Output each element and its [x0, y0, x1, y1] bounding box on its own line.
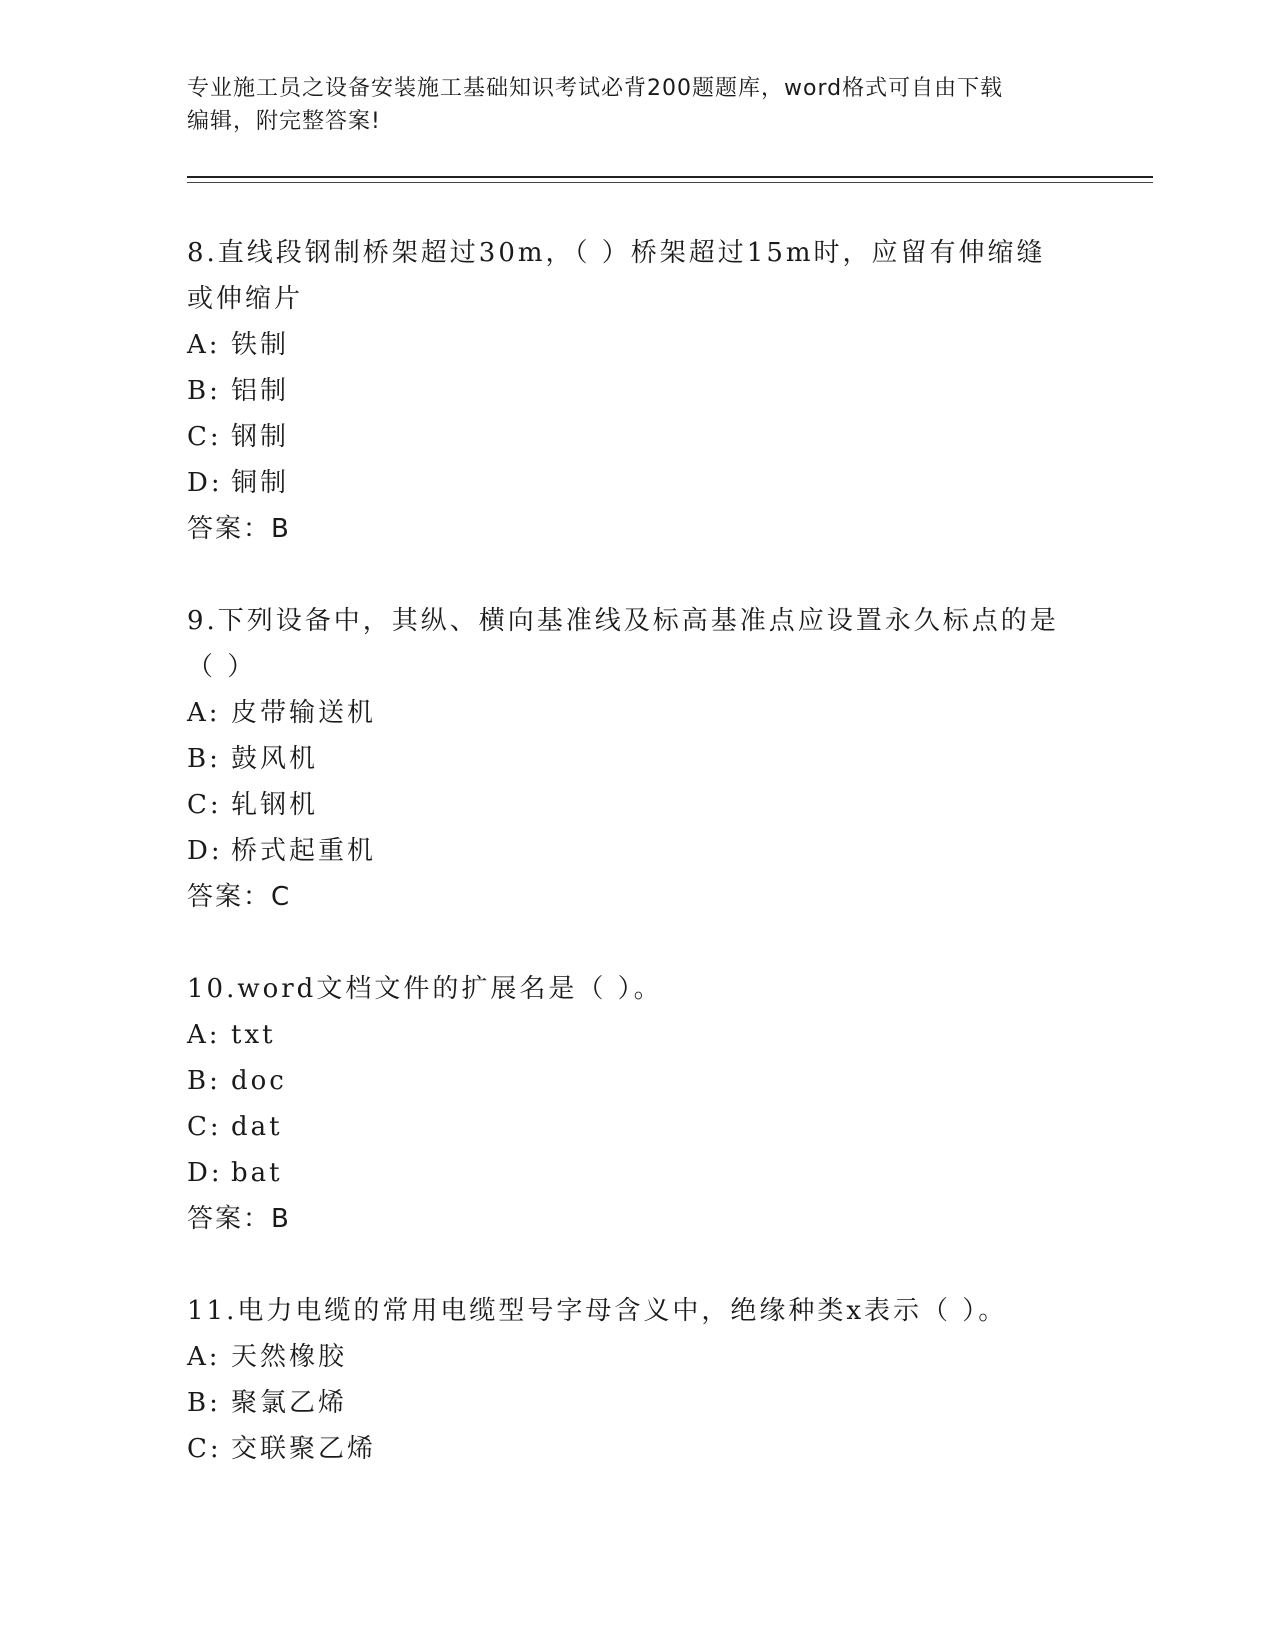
option-label: B: [187, 1388, 221, 1418]
option-text: 轧钢机 [231, 790, 319, 820]
option-text: 铁制 [231, 330, 290, 360]
header-divider-thin [187, 182, 1153, 183]
option-a [187, 322, 1067, 368]
option-text: 天然橡胶 [231, 1342, 348, 1372]
header-divider-thick [187, 176, 1153, 178]
option-label: B: [187, 1066, 221, 1096]
question-text: 11.电力电缆的常用电缆型号字母含义中，绝缘种类x表示（ ）。 [187, 1296, 1008, 1326]
answer-line: 答案：C [187, 882, 292, 912]
option-label: D: [187, 1158, 223, 1188]
question-10 [187, 966, 1067, 1242]
question-list [187, 230, 1067, 1518]
option-label: D: [187, 836, 223, 866]
option-label: C: [187, 1112, 222, 1142]
option-a [187, 1012, 1067, 1058]
option-label: D: [187, 468, 223, 498]
option-text: 聚氯乙烯 [231, 1388, 348, 1418]
option-text: 钢制 [231, 422, 290, 452]
question-8 [187, 230, 1067, 552]
option-label: C: [187, 1434, 222, 1464]
option-c [187, 1104, 1067, 1150]
option-b [187, 736, 1067, 782]
option-label: C: [187, 790, 222, 820]
option-label: B: [187, 376, 221, 406]
option-b [187, 1380, 1067, 1426]
option-text: bat [231, 1158, 283, 1188]
option-a [187, 1334, 1067, 1380]
answer-line: 答案：B [187, 1204, 291, 1234]
question-9 [187, 598, 1067, 920]
option-label: A: [187, 1020, 221, 1050]
option-label: A: [187, 330, 221, 360]
option-label: A: [187, 1342, 221, 1372]
option-d [187, 1150, 1067, 1196]
option-a [187, 690, 1067, 736]
option-text: doc [231, 1066, 287, 1096]
option-d [187, 828, 1067, 874]
option-label: A: [187, 698, 221, 728]
answer-line: 答案：B [187, 514, 291, 544]
option-c [187, 414, 1067, 460]
option-label: B: [187, 744, 221, 774]
option-b [187, 1058, 1067, 1104]
option-d [187, 460, 1067, 506]
header-line-1: 专业施工员之设备安装施工基础知识考试必背200题题库，word格式可自由下载 [187, 76, 1004, 101]
option-c [187, 1426, 1067, 1472]
option-text: 鼓风机 [231, 744, 319, 774]
option-text: 铜制 [231, 468, 290, 498]
header-line-2: 编辑，附完整答案! [187, 109, 381, 134]
option-label: C: [187, 422, 222, 452]
option-text: 铝制 [231, 376, 290, 406]
option-text: txt [231, 1020, 276, 1050]
option-text: 桥式起重机 [231, 836, 377, 866]
question-11 [187, 1288, 1067, 1472]
option-b [187, 368, 1067, 414]
question-text: 9.下列设备中，其纵、横向基准线及标高基准点应设置永久标点的是（ ） [187, 606, 1059, 682]
option-c [187, 782, 1067, 828]
question-text: 8.直线段钢制桥架超过30m，（ ）桥架超过15m时，应留有伸缩缝或伸缩片 [187, 238, 1046, 314]
option-text: dat [231, 1112, 283, 1142]
option-text: 交联聚乙烯 [231, 1434, 377, 1464]
document-header [187, 72, 1087, 138]
option-text: 皮带输送机 [231, 698, 377, 728]
question-text: 10.word文档文件的扩展名是（ ）。 [187, 974, 663, 1004]
